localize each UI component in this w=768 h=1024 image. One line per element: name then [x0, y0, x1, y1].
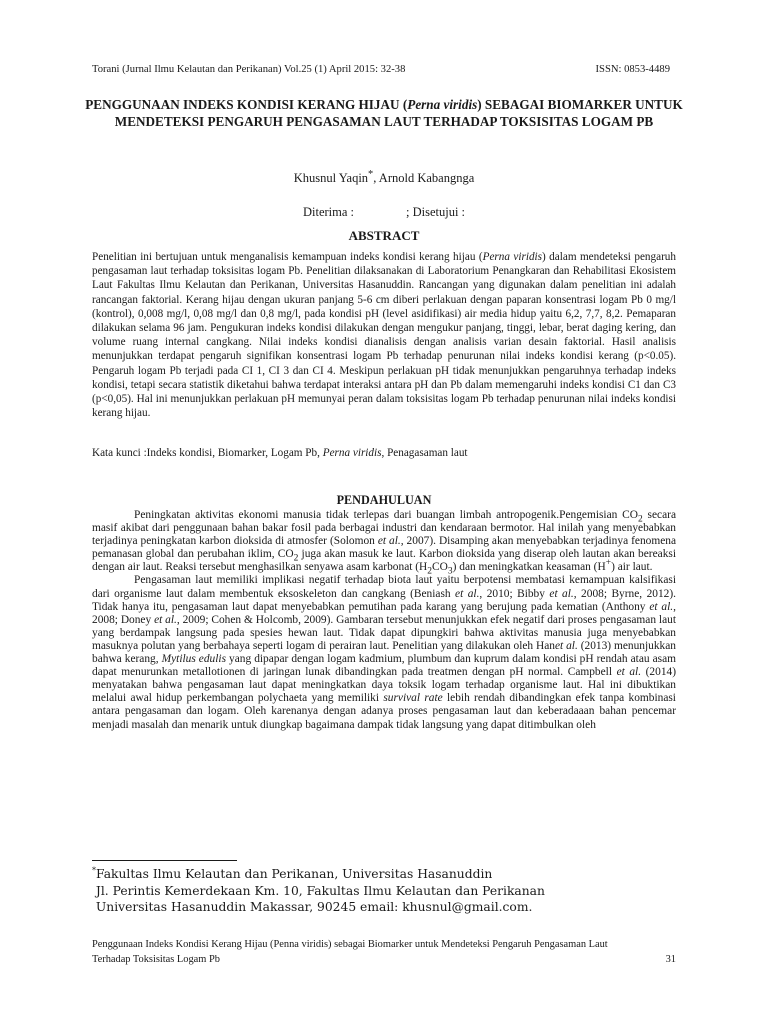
author-1-mark: *	[368, 168, 374, 180]
issn: ISSN: 0853-4489	[595, 64, 670, 75]
footnote-rule	[92, 860, 237, 861]
footer-line-2: Terhadap Toksisitas Logam Pb	[92, 953, 220, 965]
running-header	[92, 64, 670, 75]
section-heading-pendahuluan: PENDAHULUAN	[336, 493, 432, 507]
author-1: Khusnul Yaqin	[293, 171, 369, 185]
footnote	[92, 866, 676, 916]
footnote-line-1: *Fakultas Ilmu Kelautan dan Perikanan, Universitas Hasanuddin	[92, 865, 493, 881]
author-2: , Arnold Kabangnga	[373, 171, 475, 185]
received-approved	[0, 205, 768, 220]
intro-paragraph-2: Pengasaman laut memiliki implikasi negatif terhadap biota laut yaitu berpotensi membatasi kemampuan kalsifikasi dari organisme laut dalam membentuk eksoskeleton dan cangkang (Beniash et al., 2010; Bibby et al., 2008; Byrne, 2012). Tidak hanya itu, pengasaman laut dapat menyebabkan pemutihan pada karang yang berujung pada kematian (Anthony et al., 2008; Doney et al., 2009; Cohen & Holcomb, 2009). Gambaran tersebut menunjukkan efek negatif dari proses pengasaman laut yang berdampak langsung pada spesies hewan laut. Tidak dapat dipungkiri bahwa aktivitas manusia juga menyebabkan masuknya polutan yang berbahaya seperti logam di perairan laut. Penelitian yang dilakukan oleh Hanet al. (2013) menunjukkan bahwa kerang, Mytilus edulis yang dipapar dengan logam kadmium, plumbum dan kuprum dalam kondisi pH rendah atau asam dapat menurunkan metallotionen di jaringan lunak dibandingkan pada treatmen dengan pH normal. Campbell et al. (2014) menyatakan bahwa pengasaman laut dapat meningkatkan daya toksik logam terhadap organisme laut. Hal ini dibuktikan melalui awal hidup perkembangan polychaeta yang memiliki survival rate lebih rendah dibandingkan efek tanpa kombinasi antara pengasaman dan logam. Oleh karenanya dengan adanya proses pengasaman laut dan keberadaaan bahan pencemar menjadi masalah dan menarik untuk diungkap bagaimana dampak tidak langsung yang dapat ditimbulkan oleh	[92, 574, 677, 731]
title-species: Perna viridis	[407, 97, 478, 112]
approved-label: ; Disetujui :	[406, 205, 466, 219]
abstract-text: Penelitian ini bertujuan untuk menganalisis kemampuan indeks kondisi kerang hijau (Perna viridis) dalam mendeteksi pengaruh pengasaman laut terhadap toksisitas logam Pb. Penelitian dilaksanakan di Laboratorium Penangkaran dan Rehabilitasi Ekosistem Laut Fakultas Ilmu Kelautan dan Perikanan, Universitas Hasanuddin. Rancangan yang digunakan dalam penelitian ini adalah rancangan faktorial. Kerang hijau dengan ukuran panjang 5-6 cm diberi perlakuan dengan paparan konsentrasi logam Pb 0 mg/l (kontrol), 0,008 mg/l, 0,08 mg/l dan 0,8 mg/l, pada kondisi pH (level asidifikasi) air media hidup yaitu 6,2, 7,7, 8,2. Pemaparan dilakukan selama 96 jam. Pengukuran indeks kondisi dilakukan dengan mengukur panjang, tinggi, lebar, berat daging kering, dan volume ruang internal cangkang. Nilai indeks kondisi dianalisis dengan analisis varian desain faktorial. Hasil analisis menunjukkan terdapat pengaruh signifikan konsentrasi logam Pb terhadap penurunan nilai indeks kondisi kerang (p<0.05). Pengaruh logam Pb terjadi pada CI 1, CI 3 dan CI 4. Meskipun perlakuan pH tidak menunjukkan pengaruhnya terhadap indeks kondisi, tetapi secara statistik diketahui bahwa terdapat interaksi antara pH dan Pb dalam memengaruhi indeks kondisi C1 dan C3 (p<0,05). Hal ini menunjukkan perlakuan pH memunyai peran dalam toksisitas logam Pb terhadap penurunan nilai indeks kondisi kerang hijau.	[92, 251, 676, 420]
page-number: 31	[665, 953, 676, 965]
authors	[0, 168, 768, 186]
received-label: Diterima :	[302, 205, 354, 219]
intro-paragraph-1: Peningkatan aktivitas ekonomi manusia tidak terlepas dari buangan limbah antropogenik.Pengemisian $CO_2$ secara masif akibat dari penggunaan bahan bakar fosil pada berbagai industri dan kendaraan bermotor. Hal inilah yang menyebabkan terjadinya peningkatan karbon dioksida di atmosfer (Solomon et al., 2007). Disamping akan menyebabkan terjadinya fenomena pemanasan global dan perubahan iklim, $CO_2$ juga akan masuk ke laut. Karbon dioksida yang diserap oleh lautan akan bereaksi dengan air laut. Reaksi tersebut menghasilkan senyawa asam karbonat $(H_2CO_3)$ dan meningkatkan keasaman (H+) air laut.	[92, 509, 676, 577]
journal-citation: Torani (Jurnal Ilmu Kelautan dan Perikanan) Vol.25 (1) April 2015: 32-38	[92, 64, 406, 75]
keywords: Kata kunci :Indeks kondisi, Biomarker, Logam Pb, Perna viridis, Penagasaman laut	[92, 447, 468, 459]
abstract-heading: ABSTRACT	[348, 228, 420, 243]
paper-title: PENGGUNAAN INDEKS KONDISI KERANG HIJAU (Perna viridis) SEBAGAI BIOMARKER UNTUK MENDETEKSI PENGARUH PENGASAMAN LAUT TERHADAP TOKSISITAS LOGAM PB	[85, 97, 683, 129]
running-footer	[92, 938, 676, 967]
footnote-line-2: Jl. Perintis Kemerdekaan Km. 10, Fakultas Ilmu Kelautan dan Perikanan	[95, 883, 545, 898]
introduction-body	[92, 509, 676, 732]
footer-line-1: Penggunaan Indeks Kondisi Kerang Hijau (Penna viridis) sebagai Biomarker untuk Mendeteksi Pengaruh Pengasaman Laut	[92, 939, 608, 950]
footnote-line-3: Universitas Hasanuddin Makassar, 90245 email: khusnul@gmail.com.	[95, 900, 533, 915]
